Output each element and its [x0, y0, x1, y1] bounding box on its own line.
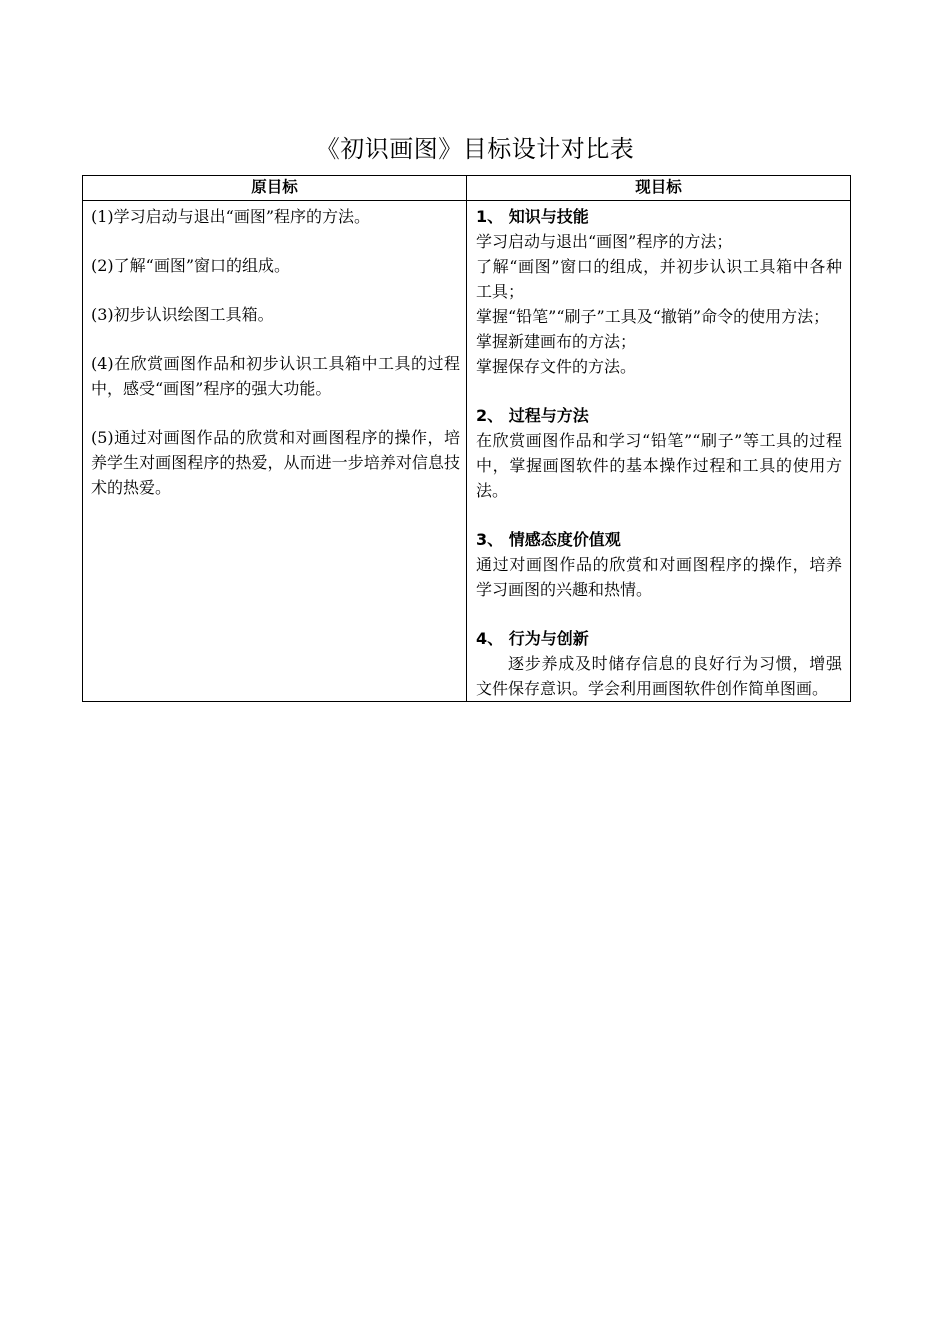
- document-title: 《初识画图》目标设计对比表: [315, 135, 635, 163]
- table-header-row: [83, 176, 851, 201]
- original-goal-4: (4)在欣赏画图作品和初步认识工具箱中工具的过程中，感受“画图”程序的强大功能。: [91, 354, 460, 398]
- emotion-values-text: 通过对画图作品的欣赏和对画图程序的操作，培养学习画图的兴趣和热情。: [476, 555, 842, 599]
- current-goals-cell: [467, 201, 851, 702]
- header-current-goals: 现目标: [467, 176, 851, 201]
- table-row: [83, 201, 851, 702]
- section-heading-behavior-innovation: 4、 行为与创新: [476, 629, 589, 648]
- header-original-goals: 原目标: [83, 176, 467, 201]
- goals-comparison-table: [82, 175, 851, 702]
- original-goals-cell: [83, 201, 467, 702]
- process-method-text: 在欣赏画图作品和学习“铅笔”“刷子”等工具的过程中，掌握画图软件的基本操作过程和工具的使用方法。: [476, 431, 842, 500]
- section-heading-emotion-values: 3、 情感态度价值观: [476, 530, 621, 549]
- section-heading-knowledge-skills: 1、 知识与技能: [476, 207, 589, 226]
- knowledge-skill-item: 掌握新建画布的方法；: [476, 332, 637, 351]
- original-goal-1: (1)学习启动与退出“画图”程序的方法。: [91, 207, 371, 226]
- original-goal-3: (3)初步认识绘图工具箱。: [91, 305, 274, 324]
- knowledge-skill-item: 学习启动与退出“画图”程序的方法；: [476, 232, 733, 251]
- knowledge-skill-item: 掌握“铅笔”“刷子”工具及“撤销”命令的使用方法；: [476, 307, 830, 326]
- original-goal-2: (2)了解“画图”窗口的组成。: [91, 256, 291, 275]
- section-heading-process-method: 2、 过程与方法: [476, 406, 589, 425]
- original-goal-5: (5)通过对画图作品的欣赏和对画图程序的操作，培养学生对画图程序的热爱，从而进一步培养对信息技术的热爱。: [91, 428, 460, 497]
- knowledge-skill-item: 掌握保存文件的方法。: [476, 357, 637, 376]
- knowledge-skill-item: 了解“画图”窗口的组成，并初步认识工具箱中各种工具；: [476, 257, 842, 301]
- behavior-innovation-text: 逐步养成及时储存信息的良好行为习惯，增强文件保存意识。学会利用画图软件创作简单图画。: [476, 654, 842, 698]
